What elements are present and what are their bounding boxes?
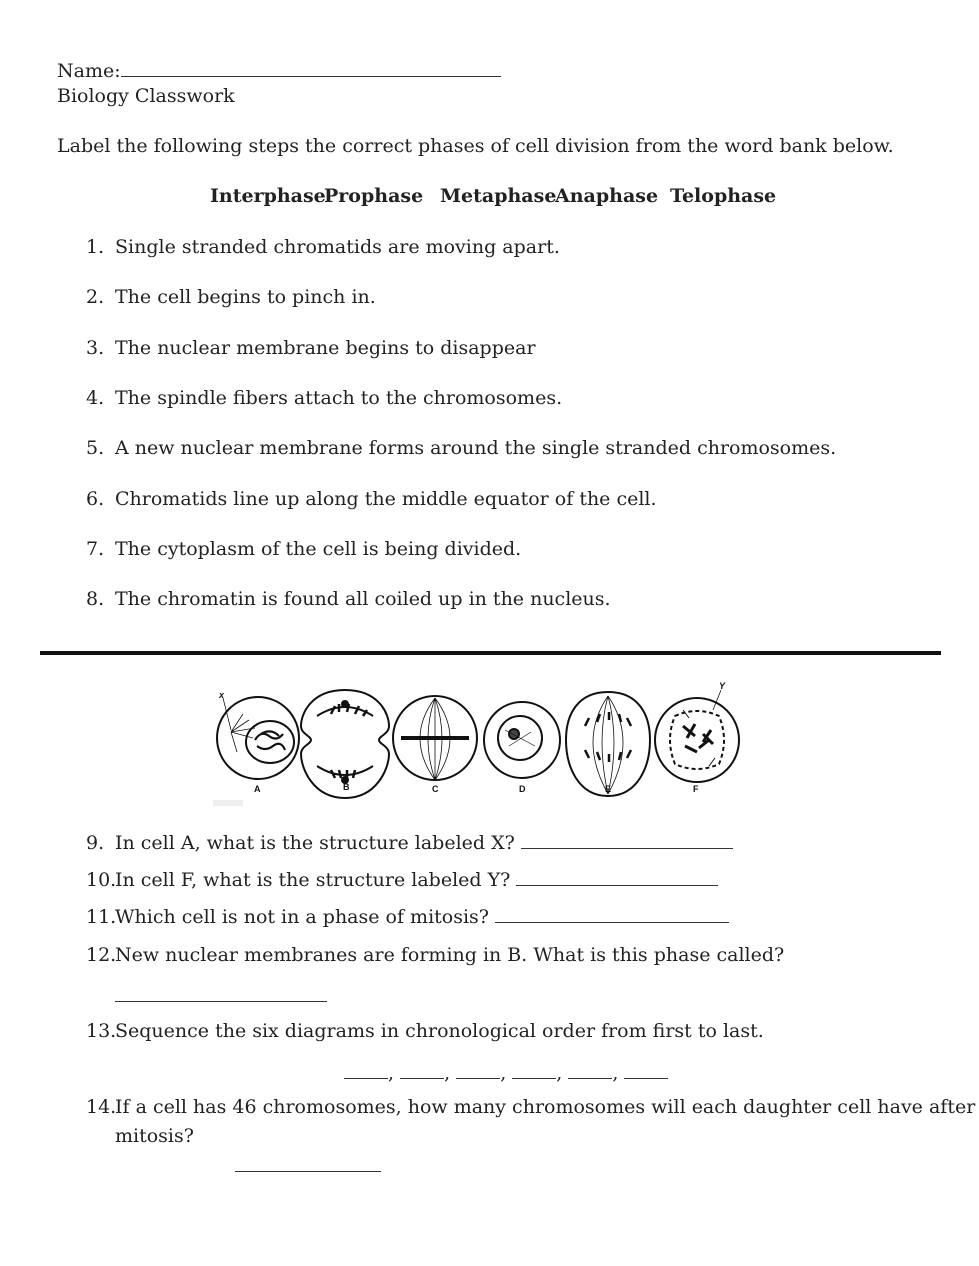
statement-text: The chromatin is found all coiled up in the nucleus. <box>115 588 611 610</box>
sequence-blank[interactable] <box>624 1077 668 1079</box>
question-number: 9. <box>86 832 105 854</box>
question-row <box>115 906 729 928</box>
statement-number: 7. <box>86 538 105 560</box>
question-text: If a cell has 46 chromosomes, how many chromosomes will each daughter cell have after <box>115 1096 976 1118</box>
question-text: In cell A, what is the structure labeled X? <box>115 832 515 854</box>
statement-number: 3. <box>86 337 105 359</box>
answer-blank[interactable] <box>115 1000 327 1002</box>
name-label: Name: <box>57 60 501 82</box>
section-divider <box>40 651 941 655</box>
word-prophase: Prophase <box>324 185 424 207</box>
statement-number: 1. <box>86 236 105 258</box>
answer-blank[interactable] <box>521 847 733 849</box>
instructions: Label the following steps the correct phases of cell division from the word bank below. <box>57 135 894 157</box>
statement-number: 8. <box>86 588 105 610</box>
cell-label-c: C <box>432 784 439 794</box>
name-field[interactable] <box>121 75 501 77</box>
sequence-blank[interactable] <box>512 1077 556 1079</box>
question-text: Sequence the six diagrams in chronological order from first to last. <box>115 1020 764 1042</box>
sequence-blanks: , , , , , <box>344 1062 668 1084</box>
question-number: 14. <box>86 1096 117 1118</box>
statement-text: The cell begins to pinch in. <box>115 286 376 308</box>
statement-text: The cytoplasm of the cell is being divided. <box>115 538 522 560</box>
page-subtitle: Biology Classwork <box>57 85 235 107</box>
question-number: 10. <box>86 869 117 891</box>
question-text: In cell F, what is the structure labeled Y? <box>115 869 511 891</box>
word-telophase: Telophase <box>670 185 777 207</box>
word-interphase: Interphase <box>210 185 326 207</box>
statement-number: 4. <box>86 387 105 409</box>
statement-text: A new nuclear membrane forms around the single stranded chromosomes. <box>115 437 837 459</box>
label-x: x <box>219 690 225 700</box>
statement-text: Single stranded chromatids are moving apart. <box>115 236 560 258</box>
question-number: 11. <box>86 906 117 928</box>
sequence-blank[interactable] <box>568 1077 612 1079</box>
answer-blank[interactable] <box>516 884 718 886</box>
cell-c-image <box>393 696 477 780</box>
cell-label-d: D <box>519 784 526 794</box>
statement-text: The nuclear membrane begins to disappear <box>115 337 536 359</box>
sequence-blank[interactable] <box>344 1077 388 1079</box>
question-number: 12. <box>86 944 117 966</box>
word-metaphase: Metaphase <box>440 185 557 207</box>
statement-number: 2. <box>86 286 105 308</box>
statement-number: 6. <box>86 488 105 510</box>
cell-label-f: F <box>693 784 699 794</box>
sequence-blank[interactable] <box>400 1077 444 1079</box>
question-text-continued: mitosis? <box>115 1125 194 1147</box>
question-row <box>115 869 718 891</box>
answer-blank[interactable] <box>495 921 729 923</box>
question-text: Which cell is not in a phase of mitosis? <box>115 906 489 928</box>
question-row <box>115 832 733 854</box>
cell-a-image <box>217 697 299 779</box>
question-number: 13. <box>86 1020 117 1042</box>
word-anaphase: Anaphase <box>555 185 659 207</box>
label-y: Y <box>719 681 726 691</box>
cell-f-image <box>655 690 739 782</box>
cell-label-b: B <box>343 782 350 792</box>
cell-division-diagram <box>213 680 743 812</box>
question-text: New nuclear membranes are forming in B. What is this phase called? <box>115 944 785 966</box>
cell-e-image <box>566 692 650 796</box>
cell-d-image <box>484 702 560 778</box>
statement-text: Chromatids line up along the middle equator of the cell. <box>115 488 657 510</box>
sequence-blank[interactable] <box>456 1077 500 1079</box>
statement-text: The spindle fibers attach to the chromosomes. <box>115 387 563 409</box>
cell-label-e: E <box>605 784 612 794</box>
answer-blank[interactable] <box>235 1170 381 1172</box>
cell-label-a: A <box>254 784 261 794</box>
statement-number: 5. <box>86 437 105 459</box>
